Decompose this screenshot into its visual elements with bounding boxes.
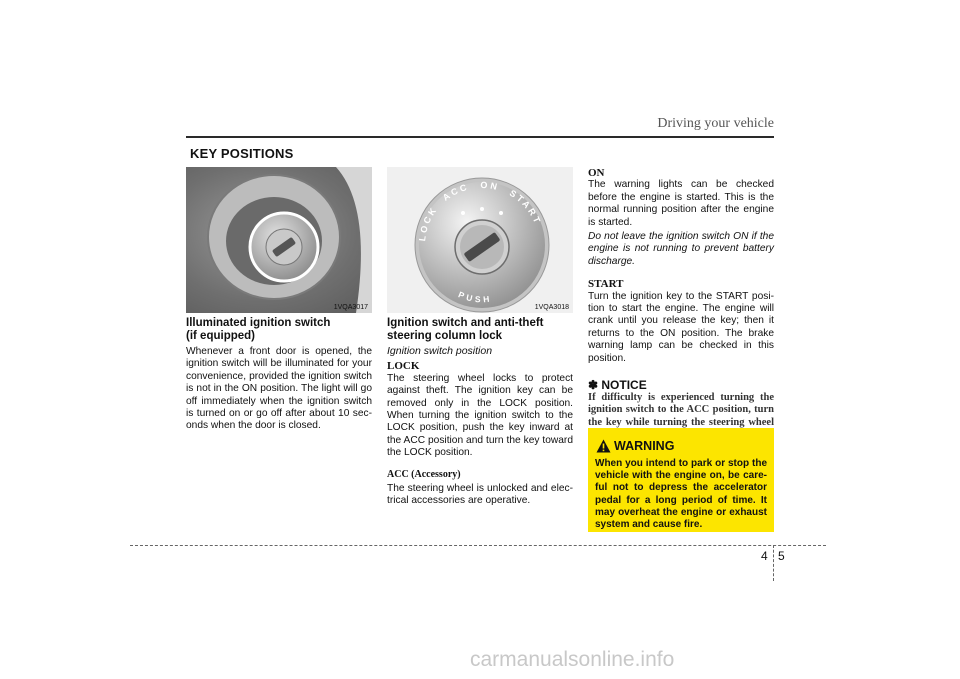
column-2	[387, 317, 573, 508]
page-number-divider	[773, 545, 774, 581]
footer-dashed-rule	[130, 545, 826, 546]
anti-theft-heading: Ignition switch and anti-theft steering column lock	[387, 317, 544, 342]
column-3	[588, 167, 774, 442]
section-title: KEY POSITIONS	[190, 146, 294, 161]
chapter-header: Driving your vehicle	[657, 116, 774, 131]
acc-body: The steering wheel is unlocked and elec-trical accessories are operative.	[387, 483, 573, 507]
column-1	[186, 317, 372, 433]
illuminated-switch-body: Whenever a front door is opened, the ignition switch will be illuminated for your convenience, provided the ignition switch is not in the ON position. The light will go off immediately when the ignition switch is turned on or go off after about 10 sec-onds when the door is closed.	[186, 346, 372, 432]
notice-title: ✽ NOTICE	[588, 378, 647, 393]
ignition-switch-diagram	[387, 167, 573, 313]
on-title: ON	[588, 167, 605, 179]
header-rule	[186, 136, 774, 138]
illuminated-switch-heading: Illuminated ignition switch (if equipped)	[186, 317, 331, 342]
warning-box	[588, 428, 774, 532]
watermark: carmanualsonline.info	[470, 648, 675, 671]
label-acc: ACC	[440, 181, 471, 203]
on-body: The warning lights can be checked before the engine is started. This is the normal running position after the engine is started.	[588, 179, 774, 228]
notice-body: If difficulty is experienced turning the ignition switch to the ACC position, turn the key while turning the steering wheel	[588, 391, 774, 428]
label-on: ON	[480, 179, 501, 193]
chapter-number: 4	[761, 549, 768, 563]
page-number: 5	[778, 549, 785, 563]
on-italic-note: Do not leave the ignition switch ON if the engine is not running to prevent battery discharge.	[588, 231, 774, 267]
label-start: START	[507, 187, 544, 227]
switch-position-subheading: Ignition switch position	[387, 345, 493, 357]
photo-code-2: 1VQA3018	[534, 304, 569, 311]
lock-body: The steering wheel locks to protect against theft. The ignition key can be removed only in the LOCK position. When turning the ignition switch to the LOCK position, push the key inward at the ACC position and turn the key toward the LOCK position.	[387, 372, 573, 459]
photo-code-1: 1VQA3017	[333, 304, 368, 311]
ignition-photo-1	[186, 167, 372, 313]
warning-triangle-icon	[596, 439, 611, 453]
start-body: Turn the ignition key to the START posi-tion to start the engine. The engine will crank until you release the key; then it returns to the ON position. The brake warning lamp can be checked in this position.	[588, 290, 774, 364]
warning-title: WARNING	[614, 439, 675, 453]
label-lock: LOCK	[417, 204, 440, 242]
lock-title: LOCK	[387, 360, 420, 373]
warning-body: When you intend to park or stop the vehicle with the engine on, be care-ful not to depress the accelerator pedal for a long period of time. It may overheat the engine or exhaust system and cause fire.	[595, 458, 767, 531]
ignition-illustration-1	[186, 167, 372, 313]
start-title: START	[588, 278, 624, 291]
acc-title: ACC (Accessory)	[387, 468, 461, 480]
ignition-photo-2	[387, 167, 573, 313]
label-push: PUSH	[456, 289, 493, 305]
